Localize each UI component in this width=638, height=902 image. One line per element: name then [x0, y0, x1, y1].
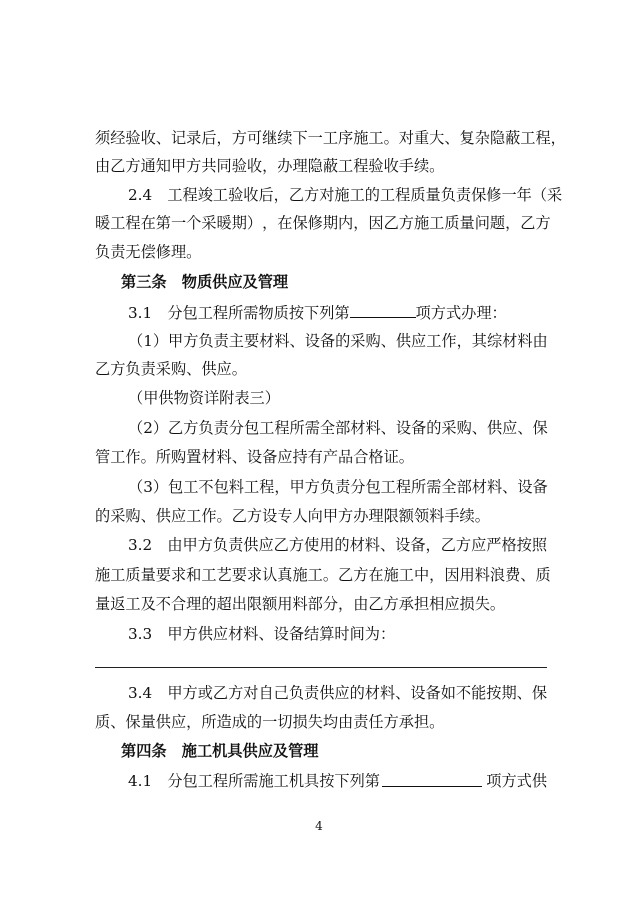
text-char: 隐	[489, 129, 506, 147]
text-char: 负	[198, 419, 214, 437]
text-char: 料	[228, 478, 244, 496]
text-char: 程	[259, 478, 275, 496]
text-char: 2	[128, 186, 138, 204]
text-char: 包	[213, 478, 229, 496]
text-char: 一	[307, 129, 323, 147]
text-char: 后	[201, 129, 217, 147]
text-char: 甲	[182, 536, 198, 554]
text-char: 供	[319, 684, 335, 702]
text-char: 方	[304, 478, 320, 496]
text-char: ）	[152, 419, 169, 437]
text-char: 须	[95, 129, 111, 147]
text-line	[128, 331, 547, 351]
text-char: 料	[364, 536, 380, 554]
text-char: 采	[547, 186, 563, 204]
text-char: ，	[550, 129, 566, 147]
text-char: 部	[335, 419, 351, 437]
text-char: 乙	[338, 566, 354, 584]
text-char: （	[128, 419, 144, 437]
text-char: .	[137, 684, 143, 702]
text-char	[152, 683, 167, 703]
text-char: 、	[520, 566, 536, 584]
text-char: 如	[440, 684, 456, 702]
text-char: 乙	[288, 186, 305, 204]
text-char	[152, 185, 167, 205]
text-char: 或	[197, 684, 213, 702]
text-char: 采	[350, 332, 366, 350]
text-char: 一	[170, 214, 187, 232]
text-char: 料	[517, 332, 533, 350]
text-line	[95, 565, 551, 585]
text-line	[95, 213, 551, 233]
text-char: .	[137, 536, 143, 554]
text-char: 全	[319, 419, 336, 437]
text-char: 。	[322, 566, 338, 584]
text-char: 、	[471, 419, 487, 437]
text-char: 甲	[167, 684, 183, 702]
text-char: 需	[304, 419, 320, 437]
text-char: 、	[517, 419, 533, 437]
text-char: 备	[319, 332, 336, 350]
text-char: ，	[456, 332, 472, 350]
text-char: 的	[334, 536, 350, 554]
text-char: 能	[471, 684, 487, 702]
text-char: 材	[259, 332, 275, 350]
text-char: 不	[198, 478, 214, 496]
text-char: ）	[152, 478, 169, 496]
text-char: 质	[125, 566, 141, 584]
text-char: 乙	[168, 419, 184, 437]
text-char: 认	[262, 566, 278, 584]
text-char: 设	[304, 332, 320, 350]
text-char: 3	[143, 478, 153, 496]
text-char: 3	[128, 684, 138, 702]
text-char: 己	[273, 684, 289, 702]
text-char: 分	[228, 419, 244, 437]
text-char: 所	[411, 478, 427, 496]
text-char: 设	[517, 478, 533, 496]
text-char: 方	[183, 332, 199, 350]
text-char: 工	[322, 129, 338, 147]
text-char: 要	[155, 566, 171, 584]
text-char: 乙	[520, 214, 536, 232]
text-char: 中	[413, 566, 430, 584]
text-char: 料	[474, 566, 490, 584]
text-char: 求	[246, 566, 263, 584]
text-line	[128, 535, 547, 555]
text-char: 工	[398, 566, 414, 584]
text-char: 、	[395, 684, 411, 702]
text-char: 按	[516, 536, 532, 554]
text-segment: 项方式供	[486, 772, 547, 790]
text-char: 序	[338, 129, 354, 147]
text-char: （	[531, 186, 548, 204]
text-line	[128, 477, 547, 497]
text-char: 期	[501, 684, 517, 702]
fill-blank	[350, 302, 416, 318]
text-char: 工	[201, 566, 217, 584]
text-char: 责	[455, 186, 472, 204]
section-heading: 第四条 施工机具供应及管理	[121, 742, 319, 760]
text-char: 第	[155, 214, 171, 232]
text-char: 材	[350, 419, 366, 437]
text-char: 工	[110, 214, 126, 232]
text-char: 部	[456, 478, 472, 496]
text-char: 蔽	[505, 129, 521, 147]
text-char: 保	[531, 684, 548, 702]
text-char: 工	[243, 478, 260, 496]
text-char: 使	[304, 536, 320, 554]
text-line: 质、保量供应，所造成的一切损失均由责任方承担。	[95, 713, 445, 731]
text-char: 综	[486, 332, 503, 350]
text-char: 、	[379, 536, 396, 554]
text-char: 程	[535, 129, 551, 147]
text-char: 的	[364, 186, 380, 204]
text-char: 施	[413, 214, 430, 232]
text-char: 用	[319, 536, 335, 554]
text-line: 负责无偿修理。	[95, 243, 202, 261]
text-char: 工	[426, 332, 442, 350]
text-char: 真	[277, 566, 293, 584]
text-char: 可	[246, 129, 263, 147]
text-line: 量返工及不合理的超出限额用料部分，由乙方承担相应损失。	[95, 595, 506, 613]
text-char: 采	[441, 419, 457, 437]
text-char: 施	[383, 566, 399, 584]
text-char: 负	[198, 332, 214, 350]
text-char: 收	[243, 186, 259, 204]
text-char: 责	[335, 478, 351, 496]
text-char: 的	[426, 419, 442, 437]
text-char: 设	[395, 536, 411, 554]
text-char: 量	[425, 186, 441, 204]
text-char: 对	[243, 684, 259, 702]
text-char: 质	[410, 186, 426, 204]
text-line	[128, 302, 547, 323]
text-char: ，	[425, 536, 441, 554]
text-char: 备	[410, 536, 426, 554]
text-char: 、	[380, 332, 396, 350]
text-char: 作	[441, 332, 457, 350]
text-char: 甲	[168, 332, 184, 350]
text-char: 工	[368, 129, 384, 147]
text-char: 浪	[489, 566, 506, 584]
fill-in-rule	[95, 667, 547, 668]
text-char: 应	[471, 536, 487, 554]
text-char: 、	[155, 129, 171, 147]
text-char: 验	[125, 129, 141, 147]
text-char: 保	[471, 186, 487, 204]
text-char: 施	[95, 566, 111, 584]
text-char: 乙	[273, 536, 289, 554]
text-char: 工	[110, 566, 126, 584]
text-char: 施	[292, 566, 308, 584]
text-char: 由	[532, 332, 548, 350]
text-char: ，	[353, 214, 369, 232]
text-char: 修	[486, 186, 502, 204]
text-char: 负	[212, 536, 229, 554]
fill-blank	[382, 771, 482, 787]
text-char: 工	[429, 214, 445, 232]
text-char: 4	[142, 186, 153, 204]
text-char: 材	[471, 478, 487, 496]
text-char: 应	[258, 536, 274, 554]
section-heading: 第三条 物质供应及管理	[121, 273, 289, 291]
text-char: 按	[486, 684, 502, 702]
text-char: 包	[365, 478, 381, 496]
text-char: 采	[201, 214, 217, 232]
text-char: ）	[152, 332, 169, 350]
text-char: 期	[322, 214, 338, 232]
text-char: 量	[459, 214, 475, 232]
text-char: ，	[429, 566, 445, 584]
text-char: 方	[455, 536, 472, 554]
text-char: 方	[231, 129, 247, 147]
text-char: 材	[364, 684, 380, 702]
text-segment: 项方式办理：	[415, 304, 507, 322]
text-char: 工	[167, 186, 183, 204]
text-char: 、	[289, 332, 305, 350]
text-char: 2	[143, 419, 153, 437]
text-char: 对	[398, 129, 414, 147]
text-char: 严	[486, 536, 502, 554]
text-char: 供	[395, 332, 412, 350]
text-char: 要	[231, 566, 247, 584]
text-char: 、	[380, 419, 396, 437]
text-char: 包	[243, 419, 260, 437]
text-char: 需	[426, 478, 442, 496]
text-char: 料	[486, 478, 503, 496]
text-char: ，	[262, 214, 278, 232]
text-char: 费	[505, 566, 521, 584]
text-char: 续	[277, 129, 293, 147]
text-line: 3.3 甲方供应材料、设备结算时间为：	[128, 625, 396, 643]
text-char: 、	[444, 129, 460, 147]
text-char: 要	[243, 332, 260, 350]
text-line	[128, 185, 563, 205]
text-char: 年	[516, 186, 532, 204]
text-char: 供	[243, 536, 259, 554]
text-char: 分	[350, 478, 366, 496]
text-char: 个	[186, 214, 202, 232]
text-char: 杂	[474, 129, 490, 147]
text-char: 工	[212, 186, 229, 204]
text-char: 竣	[197, 186, 213, 204]
text-char: 应	[411, 332, 427, 350]
text-char: 重	[413, 129, 430, 147]
text-char: 复	[459, 129, 475, 147]
text-char: 方	[304, 186, 320, 204]
text-char: 备	[411, 419, 427, 437]
text-char: 量	[140, 566, 156, 584]
text-line: （甲供物资详附表三）	[128, 389, 280, 407]
text-char: 验	[228, 186, 244, 204]
text-char: 工	[520, 129, 536, 147]
text-char: 供	[486, 419, 503, 437]
text-char: 程	[125, 214, 141, 232]
text-char: 艺	[216, 566, 232, 584]
text-char: 方	[182, 684, 198, 702]
text-char: 问	[474, 214, 490, 232]
text-line: 的采购、供应工作。乙方设专人向甲方办理限额领料手续。	[95, 507, 490, 525]
text-char: 负	[288, 684, 305, 702]
text-char: 施	[334, 186, 350, 204]
text-char: 方	[288, 536, 305, 554]
text-char: 录	[186, 129, 202, 147]
text-char: ，	[505, 214, 521, 232]
text-line	[128, 771, 547, 791]
text-char: 工	[349, 186, 365, 204]
text-char: 乙	[383, 214, 399, 232]
text-char: 4	[142, 684, 153, 702]
text-char: 工	[307, 566, 323, 584]
text-char: （	[128, 478, 144, 496]
text-char: 应	[334, 684, 350, 702]
text-char: 责	[213, 332, 229, 350]
text-char: 下	[292, 129, 308, 147]
text-char: ）	[246, 214, 263, 232]
text-char: 工	[183, 478, 199, 496]
text-char: 质	[535, 566, 551, 584]
text-char: 、	[502, 478, 518, 496]
text-char: 记	[170, 129, 187, 147]
text-char: ，	[273, 186, 289, 204]
text-segment: 3.1 分包工程所需物质按下列第	[128, 304, 350, 322]
text-char: 备	[532, 478, 548, 496]
text-char: 方	[183, 419, 199, 437]
text-char: 方	[398, 214, 414, 232]
text-char: 3	[128, 536, 138, 554]
text-char: 备	[425, 684, 441, 702]
text-char: 和	[186, 566, 202, 584]
text-char: 自	[258, 684, 274, 702]
text-char: 方	[197, 536, 213, 554]
text-char: 一	[501, 186, 517, 204]
text-char: 收	[140, 129, 156, 147]
text-line	[95, 128, 566, 148]
text-char: 购	[456, 419, 472, 437]
text-line: 乙方负责采购、供应。	[95, 360, 247, 378]
text-char: 工	[259, 419, 275, 437]
text-char: 、	[516, 684, 532, 702]
text-char: 工	[380, 478, 396, 496]
text-char: 乙	[440, 536, 456, 554]
text-char: 料	[274, 332, 290, 350]
page-number: 4	[315, 819, 323, 833]
text-char: 对	[319, 186, 335, 204]
text-char: 在	[277, 214, 293, 232]
text-char: 责	[228, 536, 244, 554]
text-char: 格	[501, 536, 517, 554]
text-char: 购	[365, 332, 381, 350]
text-char: 因	[444, 566, 460, 584]
text-char: 程	[395, 186, 411, 204]
text-char: 在	[140, 214, 156, 232]
text-char: ，	[216, 129, 232, 147]
text-char: 甲	[289, 478, 305, 496]
text-char: 施	[353, 129, 369, 147]
text-char: 经	[110, 129, 126, 147]
text-char: 全	[441, 478, 457, 496]
text-char: 的	[335, 332, 351, 350]
text-char: 在	[368, 566, 384, 584]
text-char: （	[128, 332, 144, 350]
text-line: 管工作。所购置材料、设备应持有产品合格证。	[95, 448, 414, 466]
text-char: 方	[228, 684, 244, 702]
text-char: 料	[379, 684, 396, 702]
text-char: 料	[365, 419, 381, 437]
text-char: 乙	[212, 684, 229, 702]
text-char: 应	[502, 419, 518, 437]
text-line: 由乙方通知甲方共同验收，办理隐蔽工程验收手续。	[95, 157, 445, 175]
text-char: 用	[459, 566, 475, 584]
text-char: 的	[349, 684, 365, 702]
text-segment: 4.1 分包工程所需施工机具按下列第	[128, 772, 380, 790]
text-char: 责	[213, 419, 229, 437]
text-char: 后	[258, 186, 274, 204]
text-char: 保	[292, 214, 308, 232]
text-char: 由	[167, 536, 183, 554]
text-char: 期	[231, 214, 247, 232]
text-char: 负	[319, 478, 336, 496]
text-char: 包	[168, 478, 184, 496]
text-char: 其	[471, 332, 487, 350]
text-char: 1	[143, 332, 153, 350]
text-char: 工	[379, 186, 396, 204]
text-char: 材	[502, 332, 518, 350]
text-char: 2	[142, 536, 153, 554]
text-char: 所	[289, 419, 305, 437]
text-char: 保	[532, 419, 548, 437]
text-char: ，	[274, 478, 290, 496]
text-char: 内	[338, 214, 354, 232]
text-char: 题	[489, 214, 506, 232]
text-char: .	[137, 186, 143, 204]
text-char: 方	[353, 566, 369, 584]
text-char: 继	[262, 129, 278, 147]
text-char: 暖	[95, 214, 111, 232]
text-char: 暖	[216, 214, 232, 232]
text-line	[128, 683, 547, 703]
text-char: 质	[444, 214, 460, 232]
text-char: 照	[531, 536, 548, 554]
text-char: 因	[368, 214, 384, 232]
text-char: 程	[182, 186, 198, 204]
text-char: 不	[455, 684, 472, 702]
text-char: 主	[228, 332, 244, 350]
text-char: 责	[304, 684, 320, 702]
text-char	[152, 535, 167, 555]
text-char: 设	[410, 684, 426, 702]
text-char: 。	[383, 129, 399, 147]
text-line	[128, 418, 547, 438]
text-char: 大	[429, 129, 445, 147]
text-char: 材	[349, 536, 365, 554]
text-char: 负	[440, 186, 456, 204]
text-char: 设	[395, 419, 412, 437]
text-char: 修	[307, 214, 323, 232]
text-char: 程	[395, 478, 412, 496]
text-char: 程	[274, 419, 290, 437]
text-char: 方	[535, 214, 551, 232]
text-char: 求	[170, 566, 187, 584]
